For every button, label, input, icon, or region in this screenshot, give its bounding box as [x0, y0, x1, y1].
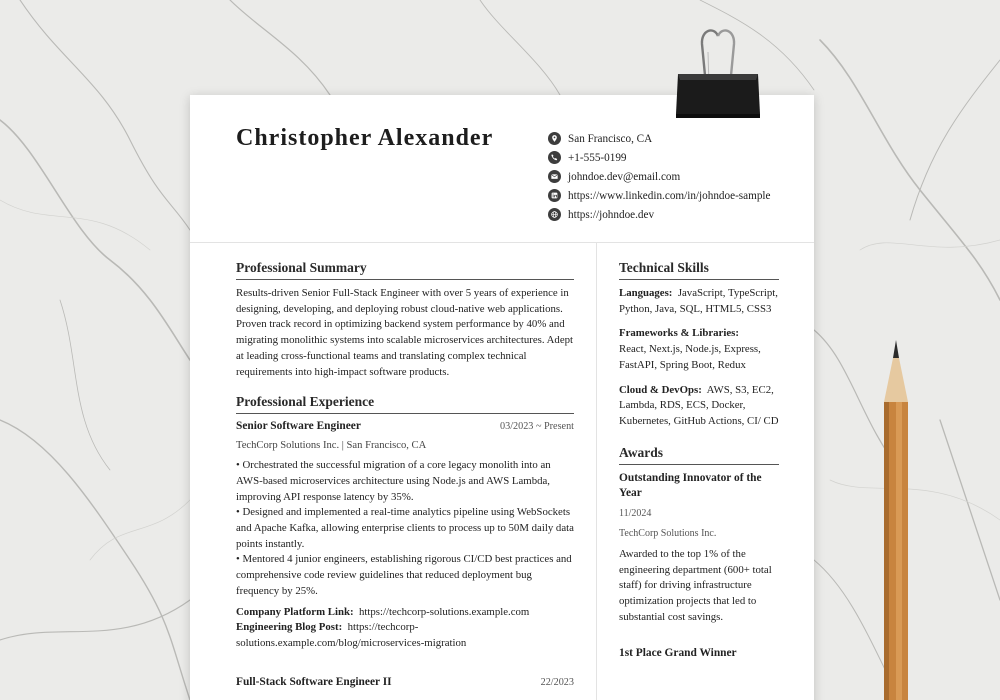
job-date: 22/2023 — [540, 676, 574, 688]
award-description: Awarded to the top 1% of the engineering department (600+ total staff) for driving infrastructure optimization projects that led to substantial cost savings. — [619, 548, 772, 623]
link-url[interactable]: https://techcorp-solutions.example.com — [358, 605, 530, 618]
link-label: Engineering Blog Post: — [236, 621, 343, 634]
skill-label: Frameworks & Libraries: — [619, 327, 739, 340]
link-label: Company Platform Link: — [236, 605, 354, 618]
contact-list — [548, 129, 771, 224]
column-divider — [596, 243, 597, 700]
contact-website[interactable] — [548, 205, 771, 224]
candidate-name: Christopher Alexander — [236, 125, 494, 151]
location-pin-icon — [548, 132, 561, 145]
contact-linkedin[interactable] — [548, 186, 771, 205]
skill-value: React, Next.js, Node.js, Express, FastAPI, Spring Boot, Redux — [619, 343, 761, 371]
resume-paper — [190, 95, 814, 700]
binder-clip-icon — [672, 22, 764, 132]
globe-icon — [548, 208, 561, 221]
skills-heading: Technical Skills — [619, 260, 779, 280]
job-title: Senior Software Engineer — [236, 420, 361, 433]
contact-website-text[interactable]: https://johndoe.dev — [568, 208, 655, 221]
skill-label: Languages: — [619, 287, 673, 299]
pencil-icon — [878, 340, 918, 700]
contact-linkedin-text[interactable]: https://www.linkedin.com/in/johndoe-sample — [568, 189, 771, 202]
email-icon — [548, 170, 561, 183]
job-entry — [236, 676, 574, 688]
left-column — [236, 260, 574, 688]
awards-heading: Awards — [619, 445, 779, 465]
award-entry — [619, 471, 779, 626]
engineering-blog-link[interactable] — [236, 620, 574, 651]
job-bullet: • Designed and implemented a real-time analytics pipeline using WebSockets and Apache Kafka, allowing enterprise clients to process up to 50M daily data points instantly. — [236, 506, 574, 550]
skill-value: JavaScript, TypeScript, Python, Java, SQL, HTML5, CSS3 — [619, 287, 778, 315]
job-entry — [236, 420, 574, 651]
skill-label: Cloud & DevOps: — [619, 383, 702, 396]
job-title: Full-Stack Software Engineer II — [236, 675, 392, 688]
contact-email-text[interactable]: johndoe.dev@email.com — [568, 170, 681, 183]
award-date: 11/2024 — [619, 508, 652, 520]
skill-group-cloud — [619, 383, 779, 430]
company-platform-link[interactable] — [236, 605, 574, 621]
linkedin-icon — [548, 189, 561, 202]
job-links — [236, 605, 574, 652]
award-entry — [619, 646, 779, 662]
summary-text: Results-driven Senior Full-Stack Engineer with over 5 years of experience in designing, developing, and deploying robust cloud-native web applications. Proven track record in optimizing backend system performance by 40% and migrating monolithic systems into scalable microservices architectures. Adept at leading cross-functional teams and translating complex technical requirements into high-impact software products. — [236, 287, 574, 378]
job-date: 03/2023 ~ Present — [500, 421, 574, 433]
contact-phone — [548, 148, 771, 167]
award-title: Outstanding Innovator of the Year — [619, 471, 762, 500]
skill-value: AWS, S3, EC2, Lambda, RDS, ECS, Docker, Kubernetes, GitHub Actions, CI/ CD — [619, 383, 779, 427]
job-bullet: • Mentored 4 junior engineers, establishing rigorous CI/CD best practices and comprehensive code review guidelines that reduced deployment bug frequency by 25%. — [236, 553, 572, 597]
summary-heading: Professional Summary — [236, 260, 574, 280]
experience-heading: Professional Experience — [236, 394, 574, 414]
phone-icon — [548, 151, 561, 164]
job-bullet: • Orchestrated the successful migration of a core legacy monolith into an AWS-based microservices architecture using Node.js and AWS Lambda, improving API response latency by 35%. — [236, 459, 551, 503]
award-title: 1st Place Grand Winner — [619, 646, 737, 659]
contact-email[interactable] — [548, 167, 771, 186]
link-url[interactable]: https://techcorp-solutions.example.com/blog/microservices-migration — [236, 621, 467, 649]
award-org: TechCorp Solutions Inc. — [619, 528, 717, 540]
right-column — [619, 260, 779, 661]
job-company: TechCorp Solutions Inc. | San Francisco, CA — [236, 440, 427, 452]
skill-group-frameworks — [619, 326, 779, 373]
skill-group-languages — [619, 286, 779, 317]
contact-phone-text: +1-555-0199 — [568, 151, 627, 164]
contact-location-text: San Francisco, CA — [568, 132, 653, 145]
